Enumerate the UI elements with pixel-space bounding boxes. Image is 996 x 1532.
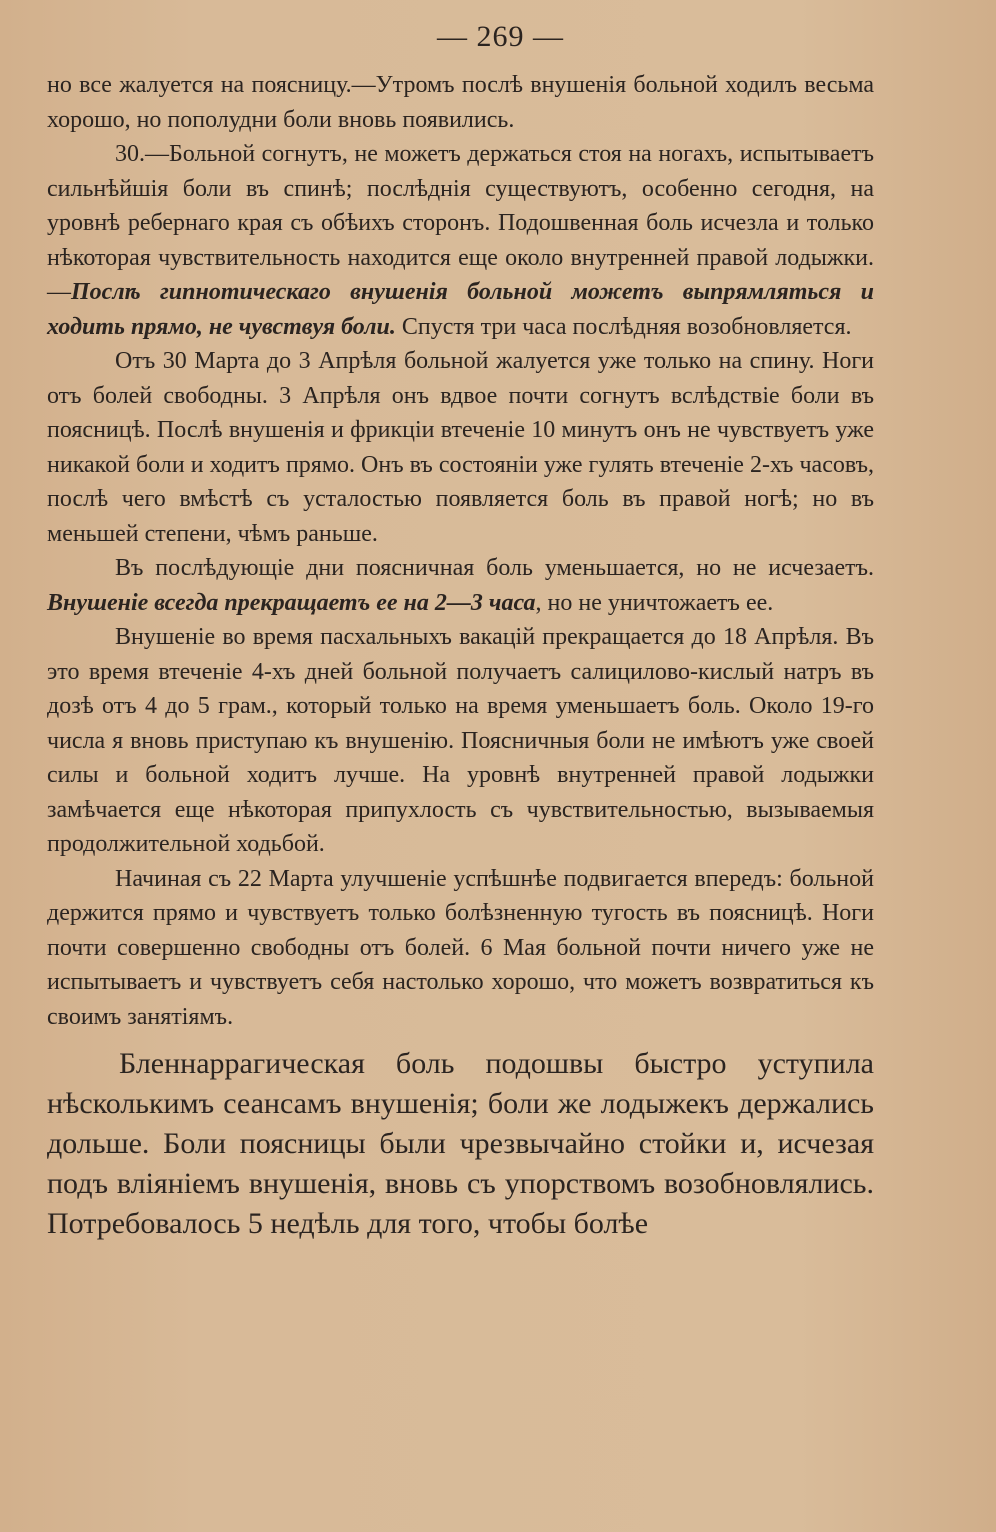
conclusion-paragraph: Бленнаррагическая боль подошвы быстро уступила нѣсколькимъ сеансамъ внушенія; боли же лодыжекъ держались дольше. Боли поясницы были чрезвычайно стойки и, исчезая подъ вліяніемъ внушенія, вновь съ упорствомъ возобновлялись. Потребовалось 5 недѣль для того, чтобы болѣе [47,1047,874,1240]
paragraph-3-emphasis: Внушеніе всегда прекращаетъ ее на 2—3 часа [47,589,536,616]
case-notes [47,68,874,1034]
paragraph-1-text-b: Спустя три часа послѣдняя возобновляется. [395,313,852,340]
paragraph-3-text-a: Въ послѣдующіе дни поясничная боль уменьшается, но не исчезаетъ. [115,555,874,581]
conclusion-section [47,1044,874,1244]
paragraph-5 [47,862,874,1035]
paragraph-4-text: Внушеніе во время пасхальныхъ вакацій прекращается до 18 Апрѣля. Въ это время втеченіе 4-хъ дней больной получаетъ салицилово-кислый натръ въ дозѣ отъ 4 до 5 грам., который только на время уменьшаетъ боль. Около 19-го числа я вновь приступаю къ внушенію. Поясничныя боли не имѣютъ уже своей силы и больной ходитъ лучше. На уровнѣ внутренней правой лодыжки замѣчается еще нѣкоторая припухлость съ чувствительностью, вызываемыя продолжительной ходьбой. [47,624,874,857]
paragraph-2-text: Отъ 30 Марта до 3 Апрѣля больной жалуется уже только на спину. Ноги отъ болей свободны. 3 Апрѣля онъ вдвое почти согнутъ вслѣдствіе боли въ поясницѣ. Послѣ внушенія и фрикціи втеченіе 10 минутъ онъ не чувствуетъ уже никакой боли и ходитъ прямо. Онъ въ состояніи уже гулять втеченіе 2-хъ часовъ, послѣ чего вмѣстѣ съ усталостью появляется боль въ правой ногѣ; но въ меньшей степени, чѣмъ раньше. [47,348,874,547]
page-number: — 269 — [437,20,564,53]
paragraph-0-text: но все жалуется на поясницу.—Утромъ послѣ внушенія больной ходилъ весьма хорошо, но пополудни боли вновь появились. [47,72,874,133]
paragraph-5-text: Начиная съ 22 Марта улучшеніе успѣшнѣе подвигается впередъ: больной держится прямо и чувствуетъ только болѣзненную тугость въ поясницѣ. Ноги почти совершенно свободны отъ болей. 6 Мая больной почти ничего уже не испытываетъ и чувствуетъ себя настолько хорошо, что можетъ возвратиться къ своимъ занятіямъ. [47,865,874,1030]
paragraph-3-text-b: , но не уничтожаетъ ее. [535,589,774,616]
paragraph-3 [47,551,874,620]
paragraph-0 [47,68,874,137]
paragraph-1-text-a: 30.—Больной согнутъ, не можетъ держаться стоя на ногахъ, испытываетъ сильнѣйшія боли въ спинѣ; послѣднія существуютъ, особенно сегодня, на уровнѣ ребернаго края съ обѣихъ сторонъ. Подошвенная боль исчезла и только нѣкоторая чувствительность находится еще около внутренней правой лодыжки.— [47,141,874,305]
paragraph-1 [47,137,874,344]
paragraph-2 [47,344,874,551]
paragraph-4 [47,620,874,862]
paragraph-1-emphasis: Послѣ гипнотическаго внушенія больной можетъ выпрямляться и ходить прямо, не чувствуя боли. [47,279,874,340]
